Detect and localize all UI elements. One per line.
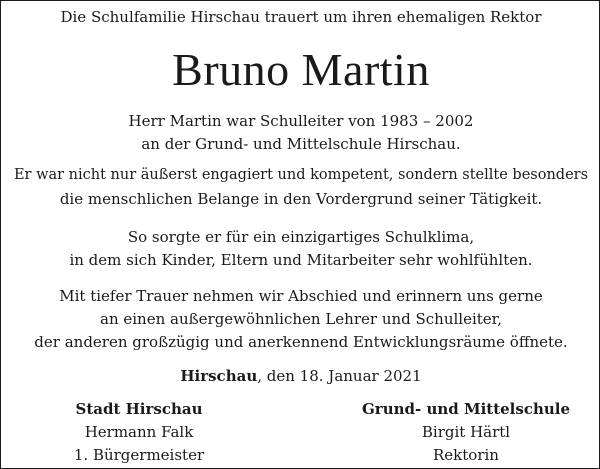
paragraph-4-line-2: an einen außergewöhnlichen Lehrer und Schulleiter,: [100, 310, 502, 328]
signature-right-person: Birgit Härtl: [421, 423, 511, 441]
date: , den 18. Januar 2021: [257, 367, 422, 385]
header-line: Die Schulfamilie Hirschau trauert um ihren ehemaligen Rektor: [60, 8, 542, 26]
signature-left-person: Hermann Falk: [84, 423, 194, 441]
paragraph-4-line-1: Mit tiefer Trauer nehmen wir Abschied und erinnern uns gerne: [59, 287, 543, 305]
paragraph-2-line-2: die menschlichen Belange in den Vordergrund seiner Tätigkeit.: [59, 190, 543, 208]
paragraph-4-line-3: der anderen großzügig und anerkennend Entwicklungsräume öffnete.: [34, 333, 568, 351]
signature-right-org: Grund- und Mittelschule: [361, 400, 570, 418]
paragraph-2-line-1: Er war nicht nur äußerst engagiert und kompetent, sondern stellte besonders: [13, 167, 589, 183]
signature-left-role: 1. Bürgermeister: [73, 446, 205, 464]
signature-left-org: Stadt Hirschau: [75, 400, 203, 418]
deceased-name: Bruno Martin: [172, 44, 430, 95]
paragraph-1-line-2: an der Grund- und Mittelschule Hirschau.: [141, 135, 461, 153]
paragraph-3-line-1: So sorgte er für ein einzigartiges Schulklima,: [127, 228, 475, 246]
place: Hirschau: [180, 367, 258, 385]
signature-right-role: Rektorin: [433, 446, 499, 464]
paragraph-3-line-2: in dem sich Kinder, Eltern und Mitarbeiter sehr wohlfühlten.: [69, 251, 533, 269]
place-date-line: [1, 366, 600, 386]
paragraph-1-line-1: Herr Martin war Schulleiter von 1983 – 2002: [128, 112, 474, 130]
